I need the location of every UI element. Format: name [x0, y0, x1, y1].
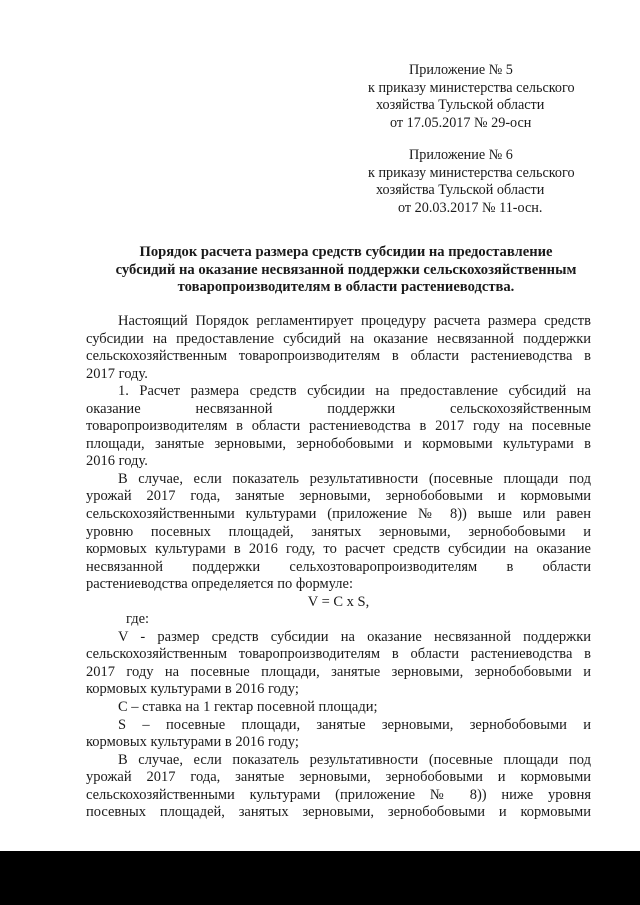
appendix-6-line-3: от 20.03.2017 № 11-осн.: [398, 199, 543, 216]
body-line: оказание несвязанной поддержки сельскохозяйственным: [86, 400, 591, 417]
body-line: 2017 году на посевные площади, занятые зерновыми, зернобобовыми и: [86, 663, 591, 680]
body-line: растениеводства определяется по формуле:: [86, 576, 353, 593]
appendix-6-line-1: к приказу министерства сельского: [368, 164, 575, 181]
body-line: субсидии на предоставление субсидий на оказание несвязанной поддержки: [86, 330, 591, 347]
body-line: S – посевные площади, занятые зерновыми, зернобобовыми и: [118, 716, 591, 733]
body-line: где:: [126, 611, 150, 628]
body-line: несвязанной поддержки сельхозтоваропроизводителям в области: [86, 558, 591, 575]
appendix-5-line-2: хозяйства Тульской области: [376, 97, 545, 113]
body-line: кормовых культурами в 2016 году;: [86, 734, 299, 751]
body-line: товаропроизводителям в области растениеводства в 2017 году на посевные: [86, 418, 591, 435]
scan-bottom-border: [0, 851, 640, 905]
body-line: сельскохозяйственным товаропроизводителям в области растениеводства в: [86, 348, 591, 365]
appendix-6-title: Приложение № 6: [409, 147, 513, 163]
document-body: [86, 313, 591, 822]
body-line: 2016 году.: [86, 453, 148, 470]
document-title-line: Порядок расчета размера средств субсидии на предоставление: [139, 244, 553, 260]
body-line: площади, занятые зерновыми, зернобобовыми и кормовыми культурами в: [86, 435, 591, 452]
body-line: 2017 году.: [86, 365, 148, 382]
document-title-line: товаропроизводителям в области растениеводства.: [177, 279, 515, 295]
appendix-6-header: [368, 147, 608, 217]
body-line: сельскохозяйственными культурами (приложение № 8)) выше или равен: [86, 506, 591, 523]
appendix-5-title: Приложение № 5: [409, 62, 513, 78]
body-line: урожай 2017 года, занятые зерновыми, зернобобовыми и кормовыми: [86, 488, 591, 505]
document-title-line: субсидий на оказание несвязанной поддержки сельскохозяйственным: [115, 261, 577, 278]
body-line: урожай 2017 года, занятые зерновыми, зернобобовыми и кормовыми: [86, 769, 591, 786]
body-line: посевных площадей, занятых зерновыми, зернобобовыми и кормовыми: [86, 804, 591, 821]
body-line: уровню посевных площадей, занятых зерновыми, зернобобовыми и: [86, 523, 591, 540]
appendix-5-header: [368, 62, 608, 132]
body-line: кормовых культурами в 2016 году, то расчет средств субсидии на оказание: [86, 541, 591, 558]
body-line: Настоящий Порядок регламентирует процедуру расчета размера средств: [118, 313, 591, 329]
body-line: V - размер средств субсидии на оказание несвязанной поддержки: [118, 628, 591, 645]
body-line: С – ставка на 1 гектар посевной площади;: [118, 699, 378, 716]
body-line: 1. Расчет размера средств субсидии на предоставление субсидий на: [118, 383, 591, 400]
appendix-5-line-1: к приказу министерства сельского: [368, 79, 575, 96]
body-line: В случае, если показатель результативности (посевные площади под: [118, 751, 591, 768]
appendix-5-line-3: от 17.05.2017 № 29-осн: [390, 114, 532, 131]
body-line: сельскохозяйственным товаропроизводителям в области растениеводства в: [86, 646, 591, 663]
body-line: В случае, если показатель результативности (посевные площади под: [118, 470, 591, 487]
formula: V = C x S,: [307, 593, 370, 610]
document-title: [86, 244, 606, 297]
appendix-6-line-2: хозяйства Тульской области: [376, 182, 545, 198]
body-line: кормовых культурами в 2016 году;: [86, 681, 299, 698]
body-line: сельскохозяйственными культурами (приложение № 8)) ниже уровня: [86, 786, 591, 803]
